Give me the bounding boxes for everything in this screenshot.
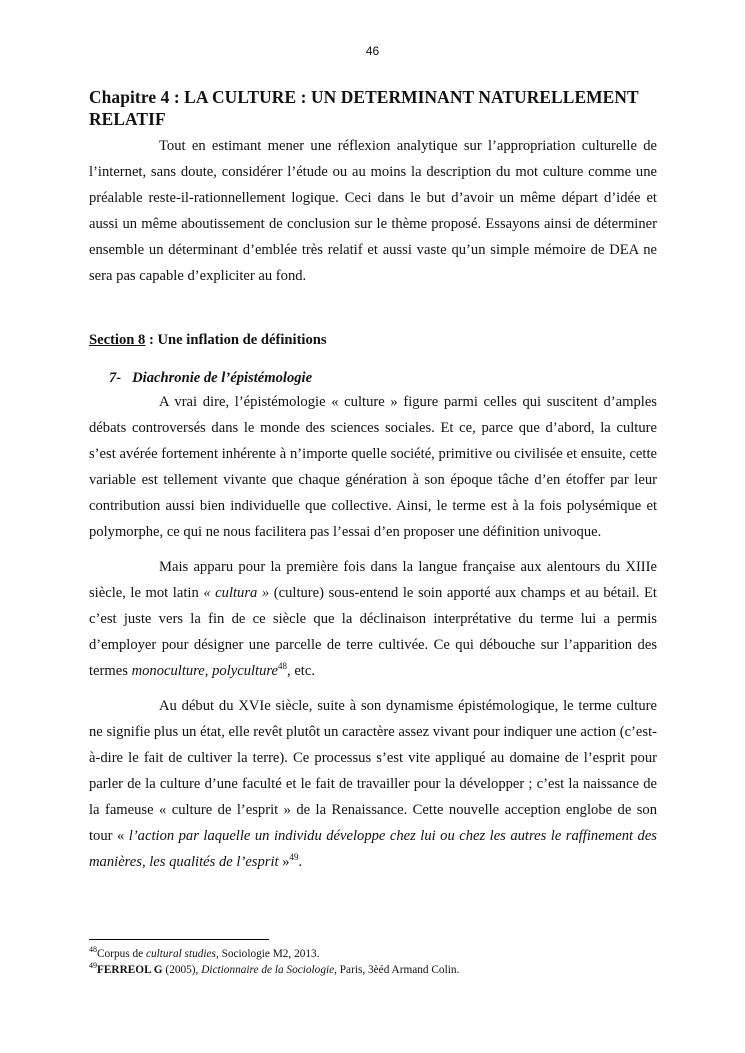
footnote-separator: [89, 939, 269, 940]
paragraph-3-end: .: [298, 854, 303, 870]
footnote-49: [89, 962, 657, 978]
subsection-title: Diachronie de l’épistémologie: [132, 370, 313, 386]
footnote-48-number: 48: [89, 945, 97, 955]
paragraph-3-part-a: Au début du XVIe siècle, suite à son dynamisme épistémologique, le terme culture ne signifie plus un état, elle revêt plutôt un caractère assez vivant pour indiquer une action (c’est-à-dire le fait de cultiver la terre). Ce processus s’est vite appliqué au domaine de l’esprit pour parler de la culture d’une faculté et le fait de travailler pour la développer ; c’est la naissance de la fameuse « culture de l’esprit » de la Renaissance. Cette nouvelle acception englobe de son tour «: [89, 698, 657, 844]
section-title: : Une inflation de définitions: [145, 332, 327, 348]
paragraph-2: [89, 554, 657, 684]
paragraph-3: [89, 693, 657, 875]
paragraph-2-end: , etc.: [287, 663, 315, 679]
footnote-48-title: cultural studies: [145, 948, 216, 960]
section-heading: [89, 330, 657, 350]
section-label: Section 8: [89, 332, 146, 348]
footnote-49-part-b: , Paris, 3èéd Armand Colin.: [334, 964, 460, 976]
page-content: [89, 86, 657, 875]
footnote-48-part-a: Corpus de: [97, 948, 146, 960]
footnote-49-author: FERREOL G: [97, 964, 163, 976]
footnote-49-title: Dictionnaire de la Sociologie: [201, 964, 335, 976]
footnote-ref-49: 49: [289, 852, 299, 863]
paragraph-3-close: »: [278, 854, 290, 870]
paragraph-1: A vrai dire, l’épistémologie « culture » figure parmi celles qui suscitent d’amples débats controversés dans le monde des sciences sociales. Et ce, parce que d’abord, la culture s’est avérée fortement inhérente à n’importe quelle société, primitive ou civilisée et ensuite, cette variable est tellement vivante que chaque génération à son époque tâche d’en étoffer par leur contribution aussi bien individuelle que collective. Ainsi, le terme est à la fois polysémique et polymorphe, ce qui ne nous facilitera pas l’essai d’en proposer une définition univoque.: [89, 394, 657, 540]
paragraph-2-part-b: (culture) sous-entend le soin apporté aux champs et au bétail. Et c’est juste vers la fin de ce siècle que la déclinaison interprétative du terme lui a permis d’employer pour désigner une parcelle de terre cultivée. Ce qui débouche sur l’apparition des termes: [89, 585, 657, 679]
footnote-48-part-b: , Sociologie M2, 2013.: [215, 948, 320, 960]
footnote-49-part-a: (2005),: [162, 964, 202, 976]
subsection-heading: [89, 368, 657, 388]
terms-monoculture-polyculture: monoculture, polyculture: [131, 663, 279, 679]
footnote-49-number: 49: [89, 961, 97, 971]
footnotes: [89, 946, 657, 978]
paragraph-3-quote: l’action par laquelle un individu développe chez lui ou chez les autres le raffinement des manières, les qualités de l’esprit: [89, 828, 657, 870]
paragraph-2-part-a: Mais apparu pour la première fois dans la langue française aux alentours du XIIIe siècle, le mot latin: [89, 559, 657, 601]
footnote-48: [89, 946, 657, 962]
chapter-title-line1: Chapitre 4 : LA CULTURE : UN DETERMINANT NATURELLEMENT: [89, 87, 639, 107]
page-number: 46: [365, 44, 380, 58]
subsection-number: 7-: [109, 370, 122, 386]
latin-term-cultura: « cultura »: [203, 585, 270, 601]
chapter-title-line2: RELATIF: [89, 109, 166, 129]
chapter-title: [89, 86, 657, 130]
chapter-intro-paragraph: Tout en estimant mener une réflexion analytique sur l’appropriation culturelle de l’internet, sans doute, considérer l’étude ou au moins la description du mot culture comme une préalable reste-il-rationnellement logique. Ceci dans le but d’avoir un même départ d’idée et aussi un même aboutissement de conclusion sur le thème proposé. Essayons ainsi de déterminer ensemble un déterminant d’emblée très relatif et aussi vaste qu’un simple mémoire de DEA ne sera pas capable d’expliciter au fond.: [89, 138, 657, 284]
footnote-ref-48: 48: [278, 661, 288, 672]
